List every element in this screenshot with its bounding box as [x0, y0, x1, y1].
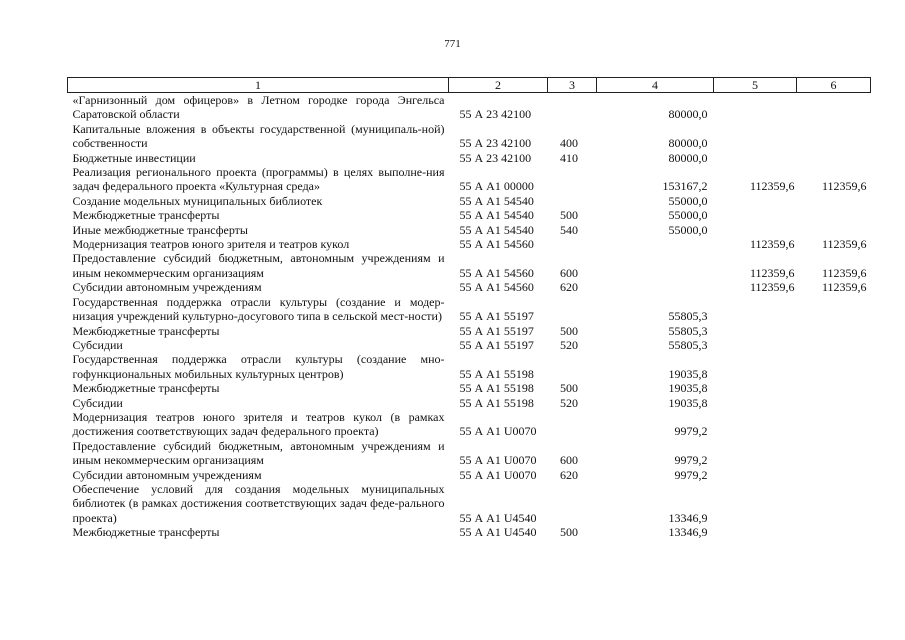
table-row [68, 482, 871, 525]
row-amount-col4-cell: 19035,8 [668, 381, 708, 396]
row-expense-type-cell [548, 352, 597, 381]
table-row [68, 208, 871, 222]
table-row [68, 324, 871, 338]
row-amount-col5-cell [714, 295, 797, 324]
row-name-cell: Бюджетные инвестиции [72, 150, 196, 165]
table-row [68, 396, 871, 410]
row-expense-type-cell: 410 [560, 150, 578, 165]
table-row [68, 352, 871, 381]
row-name-cell: Субсидии [72, 337, 123, 352]
row-code-cell: 55 А А1 54560 [459, 237, 534, 252]
row-amount-col6-cell [797, 208, 871, 222]
table-row [68, 381, 871, 395]
table-row [68, 93, 871, 122]
row-amount-col5-cell [714, 338, 797, 352]
row-amount-col6-cell [797, 93, 871, 122]
row-expense-type-cell: 520 [560, 395, 578, 410]
row-expense-type-cell [548, 410, 597, 439]
row-expense-type-cell: 600 [560, 265, 578, 280]
row-amount-col5-cell [714, 151, 797, 165]
row-amount-col4-cell: 55805,3 [668, 323, 708, 338]
row-code-cell: 55 А А1 55198 [459, 395, 534, 410]
row-amount-col5-cell [714, 396, 797, 410]
row-code-cell: 55 А 23 42100 [459, 150, 532, 165]
row-amount-col6-cell [797, 338, 871, 352]
row-amount-col4-cell: 9979,2 [674, 467, 708, 482]
row-amount-col4-cell [597, 280, 714, 294]
table-body [68, 93, 871, 540]
row-expense-type-cell: 600 [560, 453, 578, 468]
row-name-cell: Субсидии автономным учреждениям [72, 467, 262, 482]
row-code-cell: 55 А А1 U0070 [459, 424, 537, 439]
row-amount-col4-cell: 80000,0 [668, 107, 708, 122]
row-amount-col4-cell [597, 237, 714, 251]
row-amount-col6-cell [797, 381, 871, 395]
row-expense-type-cell: 520 [560, 337, 578, 352]
row-amount-col4-cell: 55000,0 [668, 208, 708, 223]
row-amount-col4-cell: 55000,0 [668, 193, 708, 208]
row-name-cell: Создание модельных муниципальных библиотек [72, 193, 323, 208]
table-row [68, 295, 871, 324]
row-expense-type-cell [548, 295, 597, 324]
column-header-4: 4 [597, 78, 714, 93]
column-number-row [68, 78, 871, 93]
table-row [68, 468, 871, 482]
row-amount-col6-cell [797, 410, 871, 439]
row-name-cell: Капитальные вложения в объекты государственной (муниципаль-ной) собственности [72, 121, 445, 151]
row-code-cell: 55 А А1 00000 [459, 179, 534, 194]
row-expense-type-cell [548, 165, 597, 194]
row-name-cell: Иные межбюджетные трансферты [72, 222, 248, 237]
row-code-cell: 55 А А1 U0070 [459, 453, 537, 468]
row-amount-col6-cell: 112359,6 [821, 280, 867, 295]
row-code-cell: 55 А А1 54560 [459, 280, 534, 295]
row-amount-col4-cell: 55805,3 [668, 309, 708, 324]
row-code-cell: 55 А А1 54540 [459, 208, 534, 223]
table-row [68, 151, 871, 165]
row-code-cell: 55 А 23 42100 [459, 136, 532, 151]
row-amount-col5-cell [714, 223, 797, 237]
row-name-cell: Модернизация театров юного зрителя и театров кукол (в рамках достижения соответствующих задач федерального проекта) [72, 409, 445, 439]
row-name-cell: Межбюджетные трансферты [72, 208, 220, 223]
row-expense-type-cell [548, 93, 597, 122]
row-amount-col5-cell: 112359,6 [749, 265, 795, 280]
row-amount-col4-cell: 9979,2 [674, 424, 708, 439]
table-row [68, 194, 871, 208]
row-amount-col5-cell [714, 381, 797, 395]
row-amount-col6-cell [797, 122, 871, 151]
row-amount-col4-cell: 80000,0 [668, 136, 708, 151]
row-amount-col5-cell [714, 122, 797, 151]
row-name-cell: Межбюджетные трансферты [72, 381, 220, 396]
row-name-cell: «Гарнизонный дом офицеров» в Летном городке города Энгельса Саратовской области [72, 93, 445, 122]
row-amount-col5-cell [714, 482, 797, 525]
row-name-cell: Модернизация театров юного зрителя и театров кукол [72, 237, 350, 252]
row-expense-type-cell: 400 [560, 136, 578, 151]
row-amount-col4-cell: 19035,8 [668, 366, 708, 381]
table-row [68, 223, 871, 237]
row-expense-type-cell [548, 237, 597, 251]
row-amount-col5-cell [714, 468, 797, 482]
row-amount-col6-cell [797, 352, 871, 381]
row-amount-col5-cell: 112359,6 [749, 237, 795, 252]
row-amount-col6-cell: 112359,6 [821, 179, 867, 194]
row-amount-col6-cell [797, 223, 871, 237]
column-header-3: 3 [548, 78, 597, 93]
row-amount-col6-cell [797, 295, 871, 324]
row-code-cell: 55 А А1 54540 [459, 193, 534, 208]
row-amount-col6-cell [797, 194, 871, 208]
row-name-cell: Субсидии автономным учреждениям [72, 280, 262, 295]
row-amount-col5-cell [714, 352, 797, 381]
row-amount-col5-cell [714, 194, 797, 208]
row-expense-type-cell [548, 482, 597, 525]
row-amount-col6-cell: 112359,6 [821, 237, 867, 252]
row-code-cell: 55 А А1 55198 [459, 366, 534, 381]
table-row [68, 439, 871, 468]
row-amount-col4-cell: 19035,8 [668, 395, 708, 410]
row-name-cell: Реализация регионального проекта (программы) в целях выполне-ния задач федерального проекта «Культурная среда» [72, 165, 445, 194]
row-amount-col4-cell: 13346,9 [668, 510, 708, 525]
row-name-cell: Предоставление субсидий бюджетным, автономным учреждениям и иным некоммерческим организациям [72, 251, 445, 280]
row-code-cell: 55 А А1 U0070 [459, 467, 537, 482]
row-name-cell: Обеспечение условий для создания модельных муниципальных библиотек (в рамках достижения соответствующих задач феде-рального проекта) [72, 481, 445, 525]
row-code-cell: 55 А А1 U4540 [459, 525, 537, 540]
row-code-cell: 55 А А1 54560 [459, 265, 534, 280]
row-amount-col4-cell: 153167,2 [662, 179, 708, 194]
row-code-cell: 55 А А1 55197 [459, 323, 534, 338]
table-row [68, 251, 871, 280]
row-amount-col4-cell [597, 251, 714, 280]
row-amount-col6-cell [797, 439, 871, 468]
row-amount-col4-cell: 9979,2 [674, 453, 708, 468]
row-expense-type-cell: 500 [560, 208, 578, 223]
column-header-5: 5 [714, 78, 797, 93]
row-amount-col6-cell [797, 396, 871, 410]
page-number: 771 [444, 38, 461, 50]
row-expense-type-cell: 540 [560, 222, 578, 237]
table-row [68, 338, 871, 352]
table-row [68, 165, 871, 194]
row-amount-col5-cell: 112359,6 [749, 179, 795, 194]
row-code-cell: 55 А А1 54540 [459, 222, 534, 237]
row-name-cell: Субсидии [72, 395, 123, 410]
row-amount-col4-cell: 55000,0 [668, 222, 708, 237]
table-row [68, 525, 871, 539]
row-amount-col6-cell [797, 324, 871, 338]
row-expense-type-cell: 500 [560, 525, 578, 540]
row-amount-col5-cell [714, 324, 797, 338]
row-amount-col6-cell [797, 151, 871, 165]
row-amount-col5-cell [714, 208, 797, 222]
row-amount-col4-cell: 80000,0 [668, 150, 708, 165]
row-amount-col6-cell [797, 482, 871, 525]
budget-table [67, 77, 871, 540]
column-header-1: 1 [68, 78, 449, 93]
row-amount-col6-cell [797, 525, 871, 539]
row-code-cell: 55 А А1 55197 [459, 309, 534, 324]
row-expense-type-cell: 620 [560, 467, 578, 482]
row-amount-col6-cell [797, 468, 871, 482]
row-amount-col4-cell: 55805,3 [668, 337, 708, 352]
row-code-cell: 55 А 23 42100 [459, 107, 532, 122]
row-name-cell: Межбюджетные трансферты [72, 323, 220, 338]
row-amount-col5-cell: 112359,6 [749, 280, 795, 295]
row-expense-type-cell [548, 194, 597, 208]
row-name-cell: Государственная поддержка отрасли культуры (создание мно-гофункциональных мобильных культурных центров) [72, 352, 445, 381]
row-expense-type-cell: 620 [560, 280, 578, 295]
row-name-cell: Государственная поддержка отрасли культуры (создание и модер-низация учреждений культурно-досугового типа в сельской мест-ности) [72, 294, 445, 324]
row-code-cell: 55 А А1 55197 [459, 337, 534, 352]
row-name-cell: Предоставление субсидий бюджетным, автономным учреждениям и иным некоммерческим организациям [72, 438, 445, 468]
row-code-cell: 55 А А1 55198 [459, 381, 534, 396]
table-row [68, 410, 871, 439]
table-row [68, 280, 871, 294]
row-amount-col6-cell: 112359,6 [821, 265, 867, 280]
table-row [68, 237, 871, 251]
table-row [68, 122, 871, 151]
row-expense-type-cell: 500 [560, 323, 578, 338]
column-header-2: 2 [449, 78, 548, 93]
row-amount-col4-cell: 13346,9 [668, 525, 708, 540]
row-name-cell: Межбюджетные трансферты [72, 525, 220, 540]
row-amount-col5-cell [714, 439, 797, 468]
column-header-6: 6 [797, 78, 871, 93]
row-amount-col5-cell [714, 410, 797, 439]
row-amount-col5-cell [714, 93, 797, 122]
row-amount-col5-cell [714, 525, 797, 539]
row-expense-type-cell: 500 [560, 381, 578, 396]
row-code-cell: 55 А А1 U4540 [459, 510, 537, 525]
